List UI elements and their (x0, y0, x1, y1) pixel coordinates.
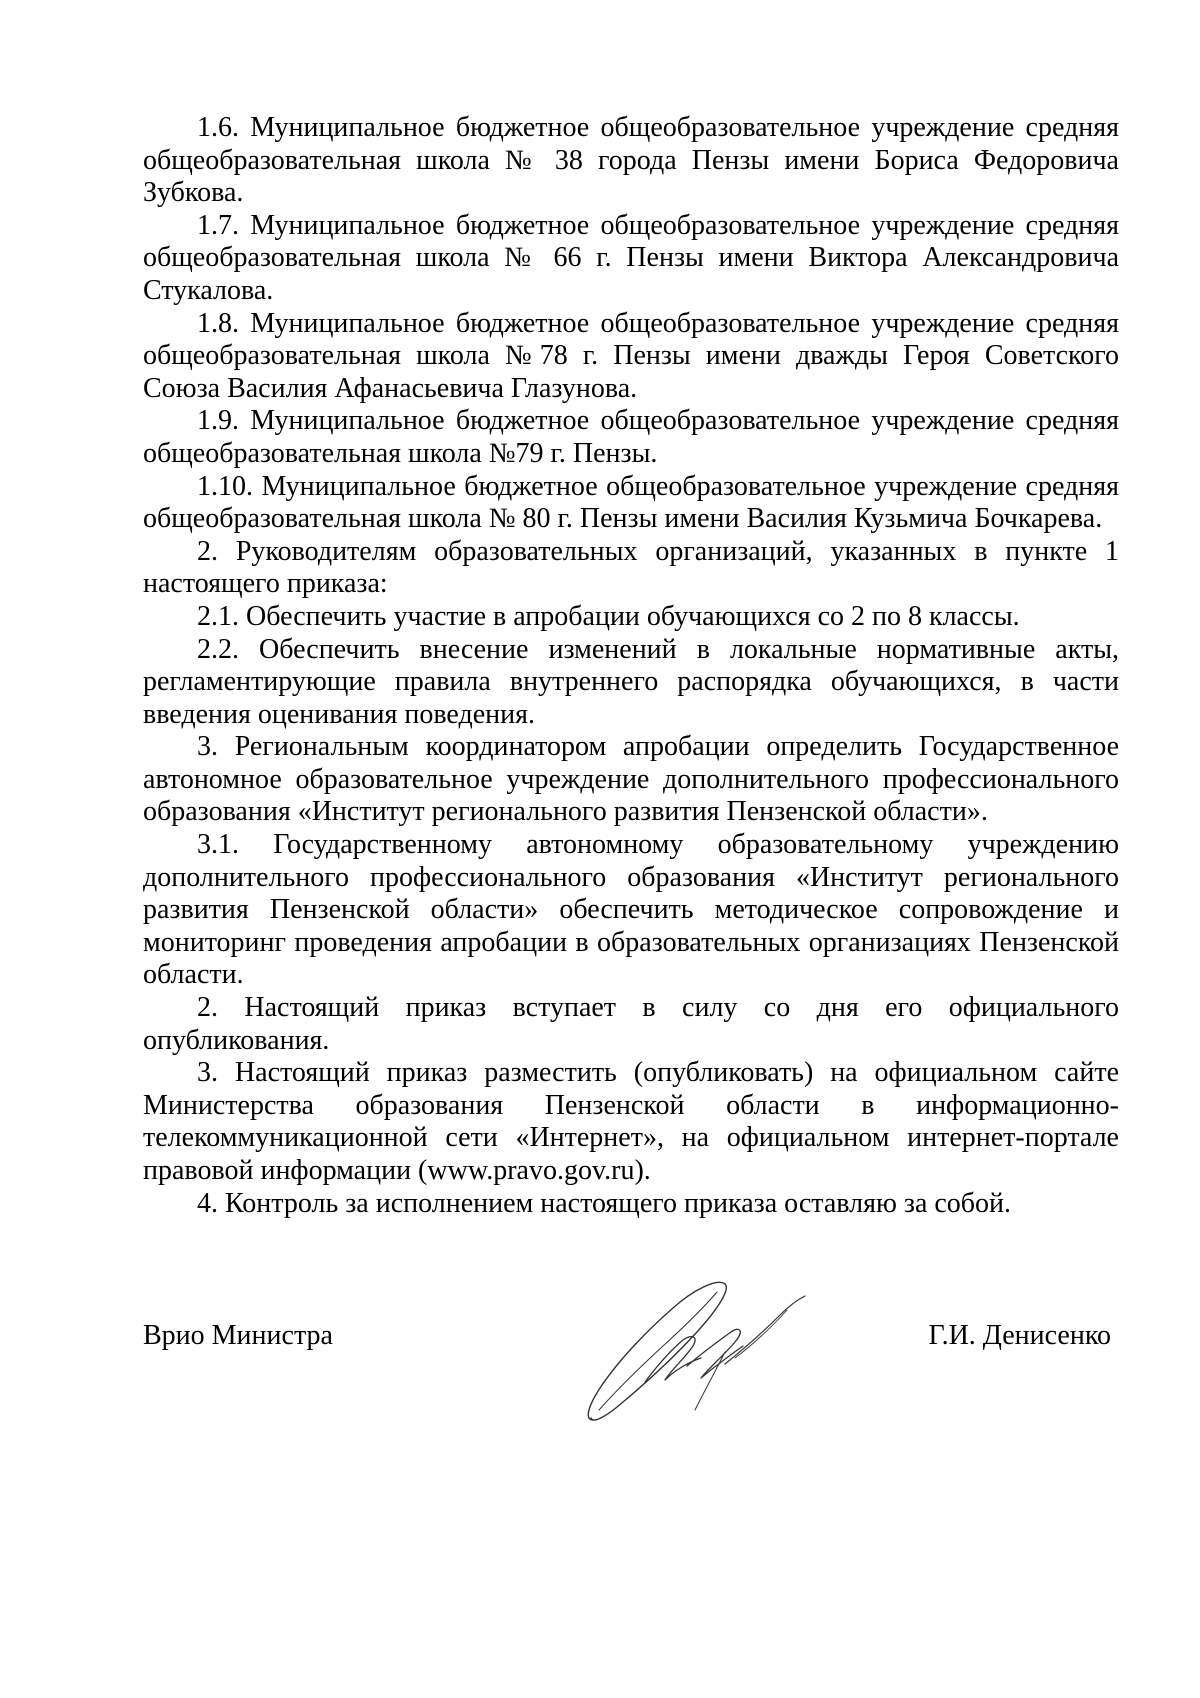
paragraph-3: 3. Региональным координатором апробации определить Государственное автономное образовательное учреждение дополнительного профессионального образования «Институт регионального развития Пензенской области». (143, 731, 1119, 828)
paragraph-2-effective: 2. Настоящий приказ вступает в силу со дня его официального опубликования. (143, 992, 1119, 1056)
paragraph-3-1: 3.1. Государственному автономному образовательному учреждению дополнительного профессионального образования «Институт регионального развития Пензенской области» обеспечить методическое сопровождение и мониторинг проведения апробации в образовательных организациях Пензенской области. (143, 829, 1119, 991)
paragraph-2: 2. Руководителям образовательных организаций, указанных в пункте 1 настоящего приказа: (143, 535, 1119, 600)
paragraph-2-2: 2.2. Обеспечить внесение изменений в локальные нормативные акты, регламентирующие правила внутреннего распорядка обучающихся, в части введения оценивания поведения. (143, 633, 1119, 730)
position-title: Врио Министра (143, 1320, 333, 1351)
paragraph-1-10: 1.10. Муниципальное бюджетное общеобразовательное учреждение средняя общеобразовательная школа № 80 г. Пензы имени Василия Кузьмича Бочкарева. (143, 470, 1119, 535)
handwritten-signature (575, 1270, 825, 1435)
paragraph-4-control: 4. Контроль за исполнением настоящего приказа оставляю за собой. (197, 1187, 1012, 1219)
paragraph-1-8: 1.8. Муниципальное бюджетное общеобразовательное учреждение средняя общеобразовательная школа №78 г. Пензы имени дважды Героя Советского Союза Василия Афанасьевича Глазунова. (143, 307, 1119, 404)
paragraph-3-publish: 3. Настоящий приказ разместить (опубликовать) на официальном сайте Министерства образования Пензенской области в информационно-телекоммуникационной сети «Интернет», на официальном интернет-портале правовой информации (www.pravo.gov.ru). (143, 1057, 1119, 1186)
signatory-name: Г.И. Денисенко (928, 1320, 1111, 1351)
paragraph-1-9: 1.9. Муниципальное бюджетное общеобразовательное учреждение средняя общеобразовательная школа №79 г. Пензы. (143, 405, 1119, 469)
paragraph-1-7: 1.7. Муниципальное бюджетное общеобразовательное учреждение средняя общеобразовательная школа № 66 г. Пензы имени Виктора Александровича Стукалова. (143, 209, 1119, 306)
paragraph-2-1: 2.1. Обеспечить участие в апробации обучающихся со 2 по 8 классы. (197, 600, 1020, 632)
paragraph-1-6: 1.6. Муниципальное бюджетное общеобразовательное учреждение средняя общеобразовательная школа № 38 города Пензы имени Бориса Федоровича Зубкова. (143, 112, 1119, 209)
document-body (143, 112, 1119, 1220)
